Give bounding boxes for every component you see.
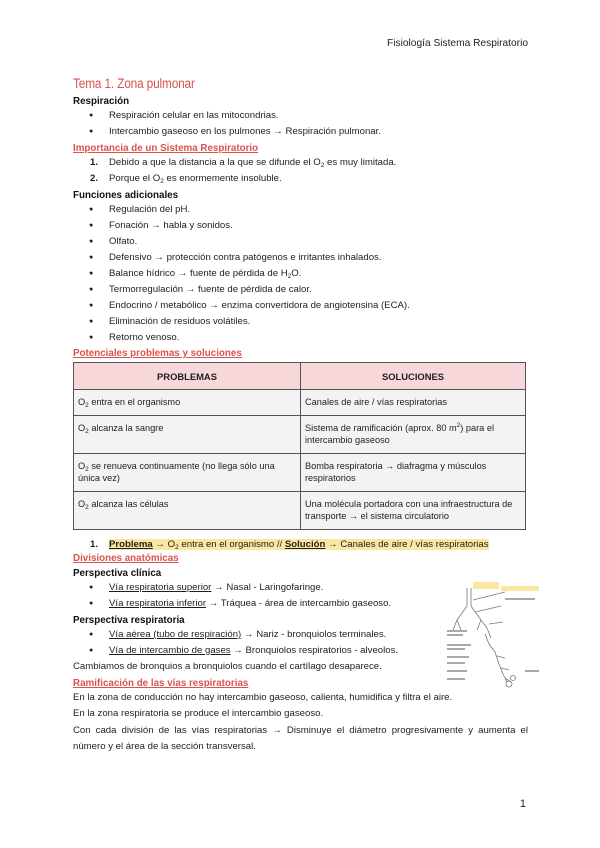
- ramificacion-heading: Ramificación de las vías respiratorias: [73, 677, 249, 689]
- ramificacion-p1: En la zona de conducción no hay intercambio gaseoso, calienta, humidifica y filtra el aire.: [73, 691, 453, 703]
- text: O.: [291, 268, 302, 279]
- list-number: 1.: [90, 538, 99, 550]
- list-item: [73, 540, 528, 550]
- table-cell: [301, 491, 526, 529]
- list-item: [73, 269, 528, 279]
- table-cell: [74, 415, 301, 453]
- text: O: [78, 397, 86, 407]
- list-item: ● Termorregulación → fuente de pérdida de calor.: [73, 285, 528, 295]
- text: → Canales de aire / vías respiratorias: [325, 538, 489, 550]
- list-item: ● Endocrino / metabólico → enzima convertidora de angiotensina (ECA).: [73, 301, 528, 311]
- column-header-soluciones: SOLUCIONES: [301, 363, 526, 390]
- text: alcanza las células: [88, 498, 169, 509]
- text: → Nariz - bronquiolos terminales.: [241, 628, 387, 640]
- page-number: 1: [519, 798, 526, 810]
- text: Balance hídrico → fuente de pérdida de H: [109, 268, 288, 279]
- subscript: 2: [320, 162, 325, 169]
- highlight-mark: [501, 586, 539, 591]
- importancia-heading: Importancia de un Sistema Respiratorio: [73, 143, 259, 154]
- problemas-heading: Potenciales problemas y soluciones: [73, 348, 242, 359]
- subscript: 2: [85, 465, 89, 473]
- term: Vía respiratoria superior: [109, 581, 212, 593]
- cambio-text: Cambiamos de bronquios a bronquiolos cuando el cartílago desaparece.: [73, 660, 382, 672]
- problema-list: [73, 540, 528, 550]
- list-item: [73, 158, 528, 168]
- page-title: Tema 1. Zona pulmonar: [73, 76, 195, 91]
- table-cell: [74, 390, 301, 416]
- importancia-list: [73, 158, 528, 184]
- clinica-heading: Perspectiva clínica: [73, 567, 162, 579]
- list-number: 2.: [90, 173, 99, 184]
- term: Vía de intercambio de gases: [109, 644, 231, 656]
- text: se renueva continuamente (no llega sólo una única vez): [78, 460, 275, 483]
- funciones-heading: Funciones adicionales: [73, 190, 179, 201]
- text: entra en el organismo: [88, 397, 181, 407]
- table-header-row: [74, 363, 526, 390]
- text: → Tráquea - área de intercambio gaseoso.: [206, 597, 392, 609]
- respiracion-list: [73, 111, 528, 137]
- column-header-problemas: PROBLEMAS: [74, 363, 301, 390]
- text: es enormemente insoluble.: [163, 173, 282, 184]
- text: → O: [152, 538, 176, 550]
- respiracion-heading: Respiración: [73, 96, 130, 107]
- table-cell: [301, 453, 526, 491]
- text: → Nasal - Laringofaringe.: [211, 581, 324, 593]
- table-cell: [74, 453, 301, 491]
- text: Debido a que la distancia a la que se difunde el O: [109, 157, 321, 168]
- highlight-mark: [473, 582, 499, 589]
- list-item: ● Eliminación de residuos volátiles.: [73, 317, 528, 327]
- superscript: 2: [456, 421, 461, 429]
- table-cell: [301, 390, 526, 416]
- page-header: Fisiología Sistema Respiratorio: [387, 38, 528, 49]
- text: Una molécula portadora con una infraestructura de transporte → el sistema circulatorio: [305, 498, 513, 521]
- ramificacion-p3: Con cada división de las vías respiratorias → Disminuye el diámetro progresivamente y aumenta el número y el área de la sección transversal.: [73, 724, 528, 753]
- subscript: 2: [85, 402, 89, 409]
- respiratoria-heading: Perspectiva respiratoria: [73, 614, 185, 626]
- funciones-list: [73, 205, 528, 343]
- table-row: [74, 453, 526, 491]
- list-item: ● Respiración celular en las mitocondrias.: [73, 111, 528, 121]
- text: O: [78, 460, 86, 471]
- text: → Bronquiolos respiratorios - alveolos.: [230, 644, 399, 656]
- text: alcanza la sangre: [88, 422, 164, 433]
- list-item: ● Retorno venoso.: [73, 333, 528, 343]
- text: O: [78, 422, 86, 433]
- problema-label: Problema: [109, 538, 153, 550]
- list-number: 1.: [90, 157, 99, 168]
- problemas-table: [73, 362, 526, 530]
- diagram-labels-icon: [447, 598, 539, 680]
- term: Vía aérea (tubo de respiración): [109, 628, 242, 640]
- text: Porque el O: [109, 173, 161, 184]
- table-row: [74, 390, 526, 416]
- airway-tree-icon: [453, 588, 516, 687]
- list-item: [73, 174, 528, 184]
- subscript: 2: [287, 273, 292, 280]
- text: Canales de aire / vías respiratorias: [305, 397, 447, 407]
- text: Sistema de ramificación (aprox. 80 m: [305, 422, 457, 433]
- text: ) para el intercambio gaseoso: [305, 422, 494, 445]
- subscript: 2: [175, 543, 179, 551]
- text: Bomba respiratoria → diafragma y músculos respiratorios: [305, 460, 487, 483]
- divisiones-heading: Divisiones anatómicas: [73, 552, 179, 564]
- subscript: 2: [85, 503, 89, 511]
- list-item: ● Fonación → habla y sonidos.: [73, 221, 528, 231]
- list-item: ● Defensivo → protección contra patógenos e irritantes inhalados.: [73, 253, 528, 263]
- solucion-label: Solución: [284, 538, 326, 550]
- subscript: 2: [85, 427, 89, 435]
- ramificacion-p2: En la zona respiratoria se produce el intercambio gaseoso.: [73, 707, 324, 719]
- term: Vía respiratoria inferior: [109, 597, 207, 609]
- text: es muy limitada.: [324, 157, 397, 168]
- list-item: ● Regulación del pH.: [73, 205, 528, 215]
- subscript: 2: [160, 178, 164, 185]
- table-row: [74, 415, 526, 453]
- table-row: [74, 491, 526, 529]
- table-cell: [301, 415, 526, 453]
- list-item: ● Intercambio gaseoso en los pulmones → Respiración pulmonar.: [73, 127, 528, 137]
- highlighted-text: [109, 539, 489, 550]
- table-cell: [74, 491, 301, 529]
- list-item: ● Olfato.: [73, 237, 528, 247]
- airway-diagram-image: [445, 578, 545, 696]
- text: O: [78, 498, 86, 509]
- text: entra en el organismo //: [178, 538, 285, 550]
